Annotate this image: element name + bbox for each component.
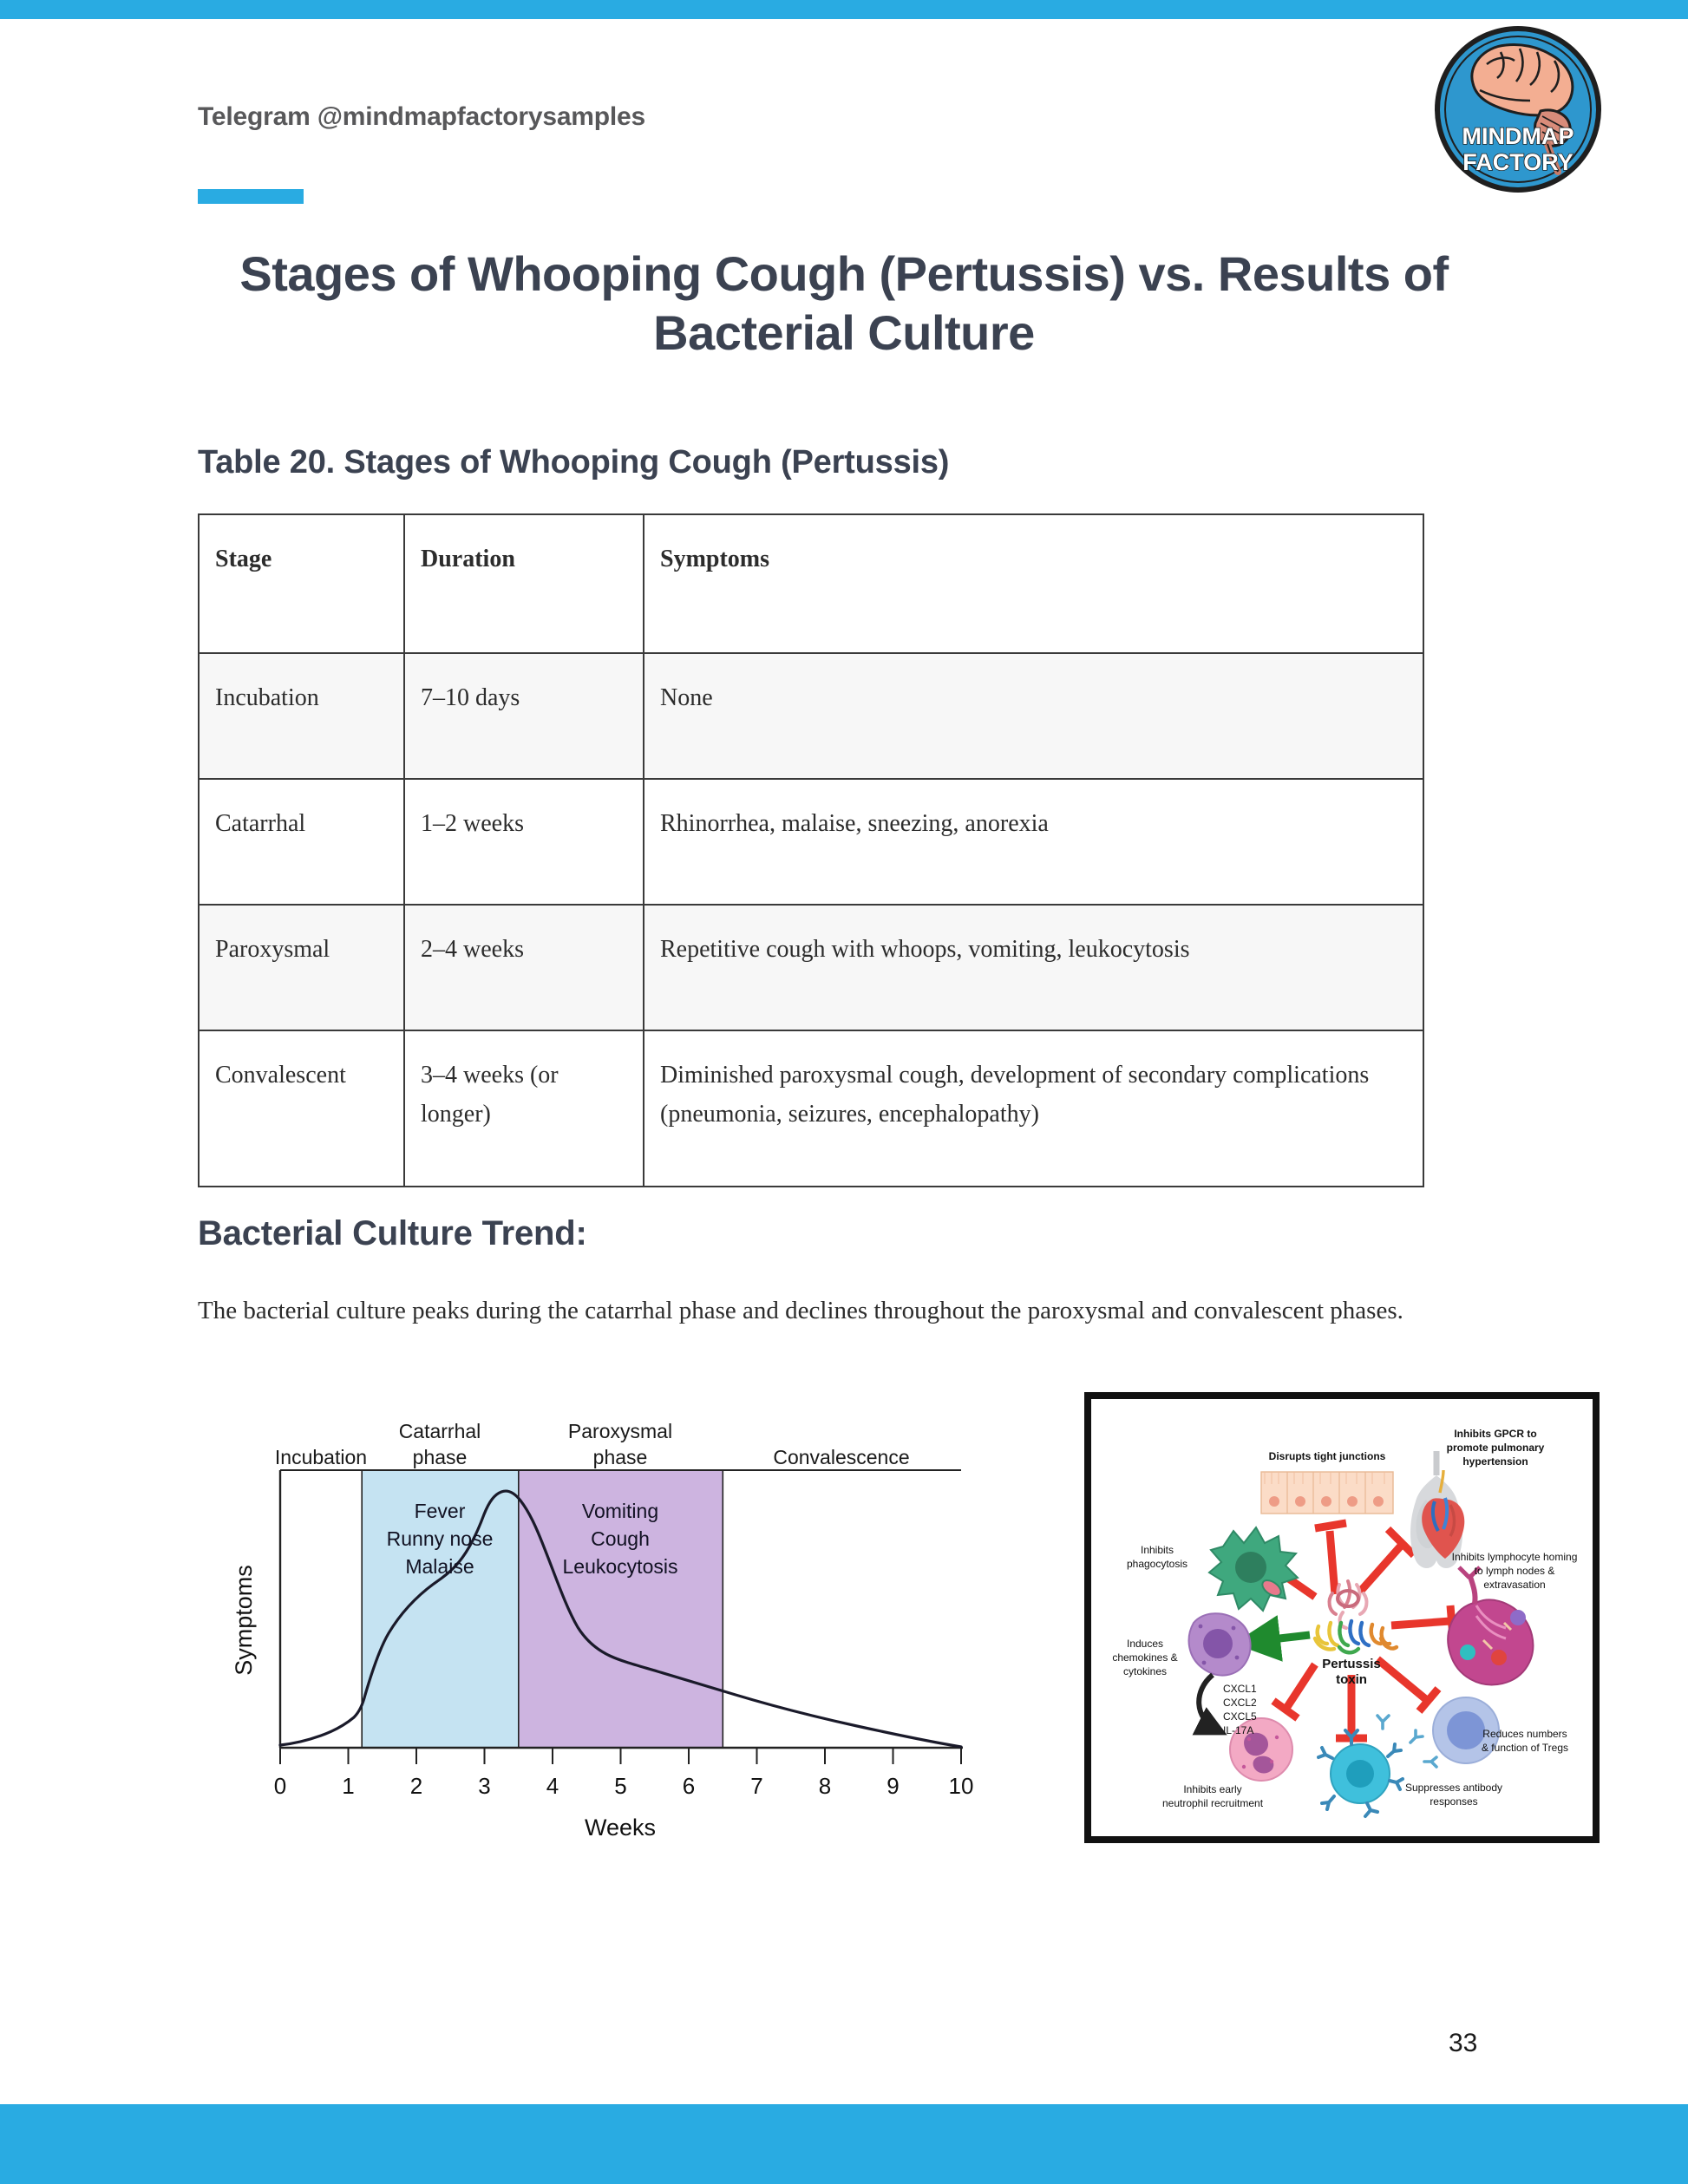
cytokine-0: CXCL1 (1223, 1683, 1257, 1695)
cell-duration: 3–4 weeks (or longer) (404, 1030, 644, 1187)
mindmap-factory-logo (1431, 23, 1605, 196)
table-header-row (199, 514, 1423, 653)
logo-text-line1: MINDMAP (1462, 123, 1574, 149)
svg-text:& function of Tregs: & function of Tregs (1481, 1742, 1569, 1754)
cell-symptoms: Rhinorrhea, malaise, sneezing, anorexia (644, 779, 1423, 905)
paroxysmal-symptom-2: Cough (591, 1527, 650, 1550)
diagram-svg (1091, 1399, 1593, 1836)
xtick-3: 3 (478, 1773, 491, 1799)
svg-text:chemokines &: chemokines & (1112, 1651, 1178, 1664)
cell-duration: 1–2 weeks (404, 779, 644, 905)
cell-duration: 2–4 weeks (404, 905, 644, 1030)
catarrhal-symptom-2: Runny nose (386, 1527, 494, 1550)
xtick-8: 8 (818, 1773, 832, 1799)
xtick-2: 2 (409, 1773, 423, 1799)
cell-symptoms: Repetitive cough with whoops, vomiting, leukocytosis (644, 905, 1423, 1030)
phase-header-catarrhal-1: Catarrhal (398, 1420, 481, 1442)
center-label-line1: Pertussis (1322, 1657, 1381, 1671)
center-label-line2: toxin (1336, 1672, 1367, 1687)
logo-icon (1431, 23, 1605, 196)
cell-symptoms: None (644, 653, 1423, 779)
xtick-9: 9 (887, 1773, 900, 1799)
svg-text:Inhibits lymphocyte homing: Inhibits lymphocyte homing (1451, 1551, 1578, 1563)
pertussis-toxin-diagram (1084, 1392, 1600, 1843)
cell-stage: Convalescent (199, 1030, 404, 1187)
svg-text:promote pulmonary: promote pulmonary (1446, 1442, 1545, 1454)
cytokine-2: CXCL5 (1223, 1710, 1257, 1723)
svg-text:Induces: Induces (1126, 1638, 1164, 1650)
telegram-handle: Telegram @mindmapfactorysamples (198, 102, 646, 131)
svg-text:cytokines: cytokines (1122, 1665, 1168, 1677)
page-title (198, 245, 1490, 363)
column-header-symptoms: Symptoms (644, 514, 1423, 653)
symptom-timeline-chart (215, 1388, 1048, 1873)
label-tight-junctions: Disrupts tight junctions (1268, 1450, 1386, 1462)
svg-text:neutrophil recruitment: neutrophil recruitment (1161, 1797, 1264, 1809)
page-title-line1: Stages of Whooping Cough (Pertussis) vs. (239, 246, 1205, 301)
paroxysmal-symptom-1: Vomiting (581, 1500, 659, 1522)
table-row (199, 779, 1423, 905)
cell-stage: Incubation (199, 653, 404, 779)
table-caption: Table 20. Stages of Whooping Cough (Pertussis) (198, 444, 950, 481)
svg-text:Reduces numbers: Reduces numbers (1482, 1728, 1567, 1740)
chart-ylabel: Symptoms (231, 1565, 257, 1676)
table-row (199, 653, 1423, 779)
xtick-5: 5 (614, 1773, 627, 1799)
catarrhal-symptom-1: Fever (414, 1500, 466, 1522)
band-convalescence (723, 1470, 961, 1748)
chart-svg (215, 1388, 1048, 1873)
phase-header-incubation: Incubation (274, 1446, 368, 1468)
epithelium-icon (1261, 1472, 1393, 1514)
trend-body: The bacterial culture peaks during the catarrhal phase and declines throughout the paroxysmal and convalescent phases. (198, 1297, 1403, 1324)
page-number: 33 (1449, 2029, 1478, 2057)
svg-text:extravasation: extravasation (1483, 1579, 1546, 1591)
phase-header-paroxysmal-1: Paroxysmal (567, 1420, 673, 1442)
chart-x-ticks (280, 1748, 961, 1764)
figures-row (0, 1388, 1688, 1873)
chart-phase-headers (275, 1420, 910, 1468)
svg-text:phagocytosis: phagocytosis (1126, 1558, 1188, 1570)
table-row (199, 1030, 1423, 1187)
phase-header-convalescence: Convalescence (773, 1446, 910, 1468)
phase-header-catarrhal-2: phase (412, 1446, 468, 1468)
cell-stage: Catarrhal (199, 779, 404, 905)
column-header-duration: Duration (404, 514, 644, 653)
paroxysmal-symptom-3: Leukocytosis (562, 1555, 678, 1578)
svg-text:responses: responses (1430, 1795, 1478, 1808)
svg-text:Inhibits GPCR to: Inhibits GPCR to (1454, 1428, 1537, 1440)
cell-stage: Paroxysmal (199, 905, 404, 1030)
trend-heading: Bacterial Culture Trend: (198, 1214, 587, 1252)
xtick-4: 4 (546, 1773, 559, 1799)
logo-text-line2: FACTORY (1462, 149, 1574, 175)
bottom-accent-bar (0, 2104, 1688, 2184)
xtick-1: 1 (342, 1773, 355, 1799)
xtick-0: 0 (273, 1773, 287, 1799)
phase-header-paroxysmal-2: phase (592, 1446, 648, 1468)
cell-symptoms: Diminished paroxysmal cough, development of secondary complications (pneumonia, seizures, encephalopathy) (644, 1030, 1423, 1187)
cytokine-1: CXCL2 (1223, 1697, 1257, 1709)
xtick-10: 10 (948, 1773, 974, 1799)
column-header-stage: Stage (199, 514, 404, 653)
page-title-line2: Results of Bacterial Culture (653, 246, 1449, 361)
svg-text:Inhibits: Inhibits (1140, 1544, 1174, 1556)
cell-duration: 7–10 days (404, 653, 644, 779)
cytokine-3: IL-17A (1223, 1724, 1254, 1736)
svg-text:to lymph nodes &: to lymph nodes & (1474, 1565, 1555, 1577)
band-incubation (280, 1470, 362, 1748)
svg-text:Inhibits early: Inhibits early (1183, 1783, 1242, 1795)
table-row (199, 905, 1423, 1030)
catarrhal-symptom-3: Malaise (405, 1555, 474, 1578)
chart-x-tick-labels (274, 1773, 974, 1799)
top-accent-bar (0, 0, 1688, 19)
svg-text:Suppresses antibody: Suppresses antibody (1404, 1782, 1503, 1794)
xtick-6: 6 (682, 1773, 696, 1799)
accent-dash (198, 189, 304, 204)
xtick-7: 7 (750, 1773, 763, 1799)
stages-table (198, 513, 1424, 1187)
svg-text:hypertension: hypertension (1462, 1455, 1528, 1468)
chart-xlabel: Weeks (584, 1815, 657, 1841)
